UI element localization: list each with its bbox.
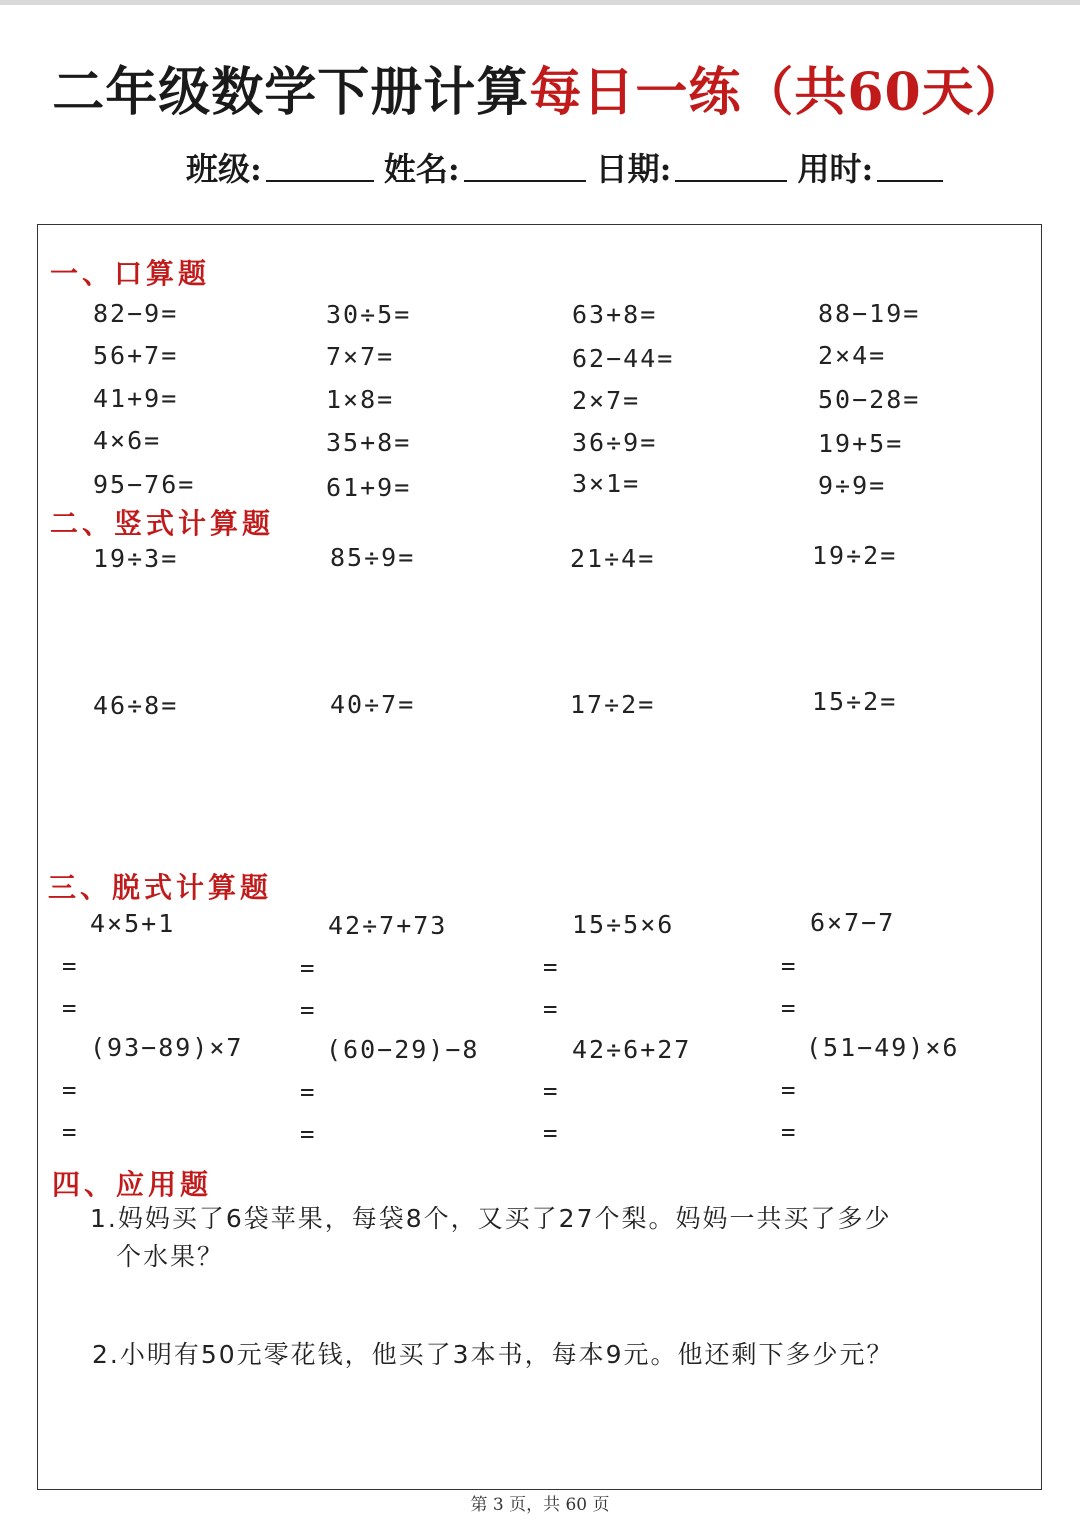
oral-problem: 95−76=: [93, 470, 196, 499]
equals-sign: =: [62, 1076, 77, 1104]
vertical-problem: 17÷2=: [570, 690, 656, 719]
oral-problem: 35+8=: [326, 428, 412, 457]
oral-problem: 41+9=: [93, 384, 179, 413]
class-label: 班级:: [186, 150, 262, 188]
student-info-row: [186, 140, 953, 190]
stepwise-problem: (93−89)×7: [90, 1033, 244, 1062]
page-footer: 第 3 页，共 60 页: [470, 1495, 610, 1515]
section2-heading: 二、竖式计算题: [50, 507, 275, 540]
oral-problem: 50−28=: [818, 385, 921, 414]
equals-sign: =: [781, 1076, 796, 1104]
oral-problem: 19+5=: [818, 429, 904, 458]
name-field: [384, 144, 596, 190]
name-label: 姓名:: [383, 150, 460, 188]
equals-sign: =: [543, 995, 558, 1023]
vertical-problem: 40÷7=: [330, 690, 416, 719]
time-field: [797, 144, 953, 190]
word-problem-1-line2: 个水果？: [116, 1242, 225, 1271]
oral-problem: 2×4=: [818, 341, 887, 370]
oral-problem: 62−44=: [572, 344, 675, 373]
class-blank[interactable]: [266, 180, 374, 182]
stepwise-problem: (60−29)−8: [326, 1035, 480, 1064]
vertical-problem: 85÷9=: [330, 543, 416, 572]
oral-problem: 88−19=: [818, 299, 921, 328]
stepwise-problem: 6×7−7: [810, 908, 896, 937]
stepwise-problem: 42÷7+73: [328, 911, 448, 940]
vertical-problem: 21÷4=: [570, 544, 656, 573]
oral-problem: 36÷9=: [572, 428, 658, 457]
equals-sign: =: [543, 953, 558, 981]
equals-sign: =: [543, 1077, 558, 1105]
oral-problem: 1×8=: [326, 385, 395, 414]
date-field: [596, 144, 798, 190]
vertical-problem: 15÷2=: [812, 687, 898, 716]
stepwise-problem: (51−49)×6: [806, 1033, 960, 1062]
time-blank[interactable]: [877, 180, 943, 182]
equals-sign: =: [62, 994, 77, 1022]
oral-problem: 30÷5=: [326, 300, 412, 329]
word-problem-1-line1: 1.妈妈买了6袋苹果，每袋8个，又买了27个梨。妈妈一共买了多少: [90, 1204, 892, 1233]
date-blank[interactable]: [675, 180, 787, 182]
oral-problem: 56+7=: [93, 341, 179, 370]
page-title: [0, 50, 1080, 125]
section3-heading: 三、脱式计算题: [48, 871, 273, 904]
stepwise-problem: 15÷5×6: [572, 910, 675, 939]
oral-problem: 3×1=: [572, 469, 641, 498]
equals-sign: =: [781, 994, 796, 1022]
section1-heading: 一、口算题: [50, 257, 211, 290]
name-blank[interactable]: [464, 180, 586, 182]
equals-sign: =: [781, 1118, 796, 1146]
oral-problem: 82−9=: [93, 299, 179, 328]
equals-sign: =: [300, 1120, 315, 1148]
class-field: [186, 144, 384, 190]
word-problem-1: [90, 1200, 891, 1276]
oral-problem: 61+9=: [326, 473, 412, 502]
stepwise-problem: 4×5+1: [90, 909, 176, 938]
vertical-problem: 19÷3=: [93, 544, 179, 573]
title-black-part: 二年级数学下册计算: [52, 62, 530, 123]
oral-problem: 2×7=: [572, 386, 641, 415]
word-problem-2: 2.小明有50元零花钱，他买了3本书，每本9元。他还剩下多少元？: [92, 1340, 894, 1369]
stepwise-problem: 42÷6+27: [572, 1035, 692, 1064]
equals-sign: =: [300, 954, 315, 982]
time-label: 用时:: [797, 150, 874, 188]
oral-problem: 7×7=: [326, 342, 395, 371]
date-label: 日期:: [595, 150, 672, 188]
top-strip: [0, 0, 1080, 5]
oral-problem: 63+8=: [572, 300, 658, 329]
section4-heading: 四、应用题: [52, 1168, 213, 1201]
oral-problem: 4×6=: [93, 426, 162, 455]
equals-sign: =: [781, 952, 796, 980]
oral-problem: 9÷9=: [818, 471, 887, 500]
equals-sign: =: [300, 996, 315, 1024]
equals-sign: =: [62, 1118, 77, 1146]
vertical-problem: 46÷8=: [93, 691, 179, 720]
equals-sign: =: [62, 952, 77, 980]
vertical-problem: 19÷2=: [812, 541, 898, 570]
equals-sign: =: [543, 1119, 558, 1147]
equals-sign: =: [300, 1078, 315, 1106]
title-red-part: 每日一练（共60天）: [529, 62, 1028, 123]
